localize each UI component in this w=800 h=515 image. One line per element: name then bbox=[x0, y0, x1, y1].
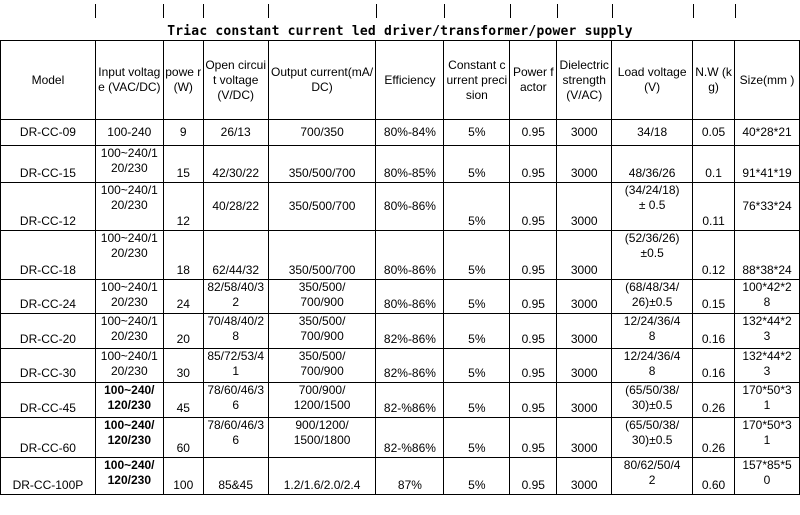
cell-net-weight: 0.15 bbox=[693, 280, 735, 314]
cell-power-factor: 0.95 bbox=[510, 458, 557, 495]
cell-output-current: 700/350 bbox=[268, 120, 376, 146]
cell-load-voltage: 80/62/50/4 2 bbox=[612, 458, 693, 495]
cell-input-voltage: 100~240/ 120/230 bbox=[95, 458, 163, 495]
cell-power: 12 bbox=[163, 183, 203, 231]
cell-open-circuit-voltage: 40/28/22 bbox=[203, 183, 268, 231]
cell-power-factor: 0.95 bbox=[510, 314, 557, 349]
cell-precision: 5% bbox=[444, 383, 510, 418]
cell-net-weight: 0.11 bbox=[693, 183, 735, 231]
cell-net-weight: 0.16 bbox=[693, 349, 735, 383]
cell-output-current: 1.2/1.6/2.0/2.4 bbox=[268, 458, 376, 495]
cell-load-voltage: 48/36/26 bbox=[612, 146, 693, 183]
cell-power-factor: 0.95 bbox=[510, 280, 557, 314]
cell-output-current: 350/500/ 700/900 bbox=[268, 314, 376, 349]
header-size: Size(mm ) bbox=[735, 41, 800, 120]
cell-open-circuit-voltage: 70/48/40/2 8 bbox=[203, 314, 268, 349]
cell-efficiency: 80%-86% bbox=[376, 231, 444, 280]
cell-input-voltage: 100~240/ 120/230 bbox=[95, 383, 163, 418]
cell-size: 100*42*2 8 bbox=[735, 280, 800, 314]
cell-precision: 5% bbox=[444, 183, 510, 231]
cell-output-current: 900/1200/ 1500/1800 bbox=[268, 418, 376, 458]
cell-open-circuit-voltage: 82/58/40/3 2 bbox=[203, 280, 268, 314]
cell-power: 30 bbox=[163, 349, 203, 383]
cell-model: DR-CC-09 bbox=[1, 120, 96, 146]
header-power: powe r(W) bbox=[163, 41, 203, 120]
cell-open-circuit-voltage: 78/60/46/3 6 bbox=[203, 418, 268, 458]
table-row bbox=[1, 183, 800, 231]
spec-table bbox=[0, 40, 800, 495]
cell-load-voltage: (65/50/38/ 30)±0.5 bbox=[612, 418, 693, 458]
cell-power: 9 bbox=[163, 120, 203, 146]
cell-size: 170*50*3 1 bbox=[735, 383, 800, 418]
header-dielectric-strength: Dielectric strength (V/AC) bbox=[557, 41, 612, 120]
header-power-factor: Power factor bbox=[510, 41, 557, 120]
cell-input-voltage: 100~240/1 20/230 bbox=[95, 231, 163, 280]
table-row bbox=[1, 418, 800, 458]
cell-power-factor: 0.95 bbox=[510, 383, 557, 418]
cell-open-circuit-voltage: 62/44/32 bbox=[203, 231, 268, 280]
cell-efficiency: 80%-86% bbox=[376, 280, 444, 314]
cell-open-circuit-voltage: 78/60/46/3 6 bbox=[203, 383, 268, 418]
cell-open-circuit-voltage: 85/72/53/4 1 bbox=[203, 349, 268, 383]
cell-open-circuit-voltage: 26/13 bbox=[203, 120, 268, 146]
cell-load-voltage: 12/24/36/4 8 bbox=[612, 349, 693, 383]
cell-net-weight: 0.05 bbox=[693, 120, 735, 146]
cell-precision: 5% bbox=[444, 146, 510, 183]
cell-power-factor: 0.95 bbox=[510, 418, 557, 458]
cell-output-current: 350/500/ 700/900 bbox=[268, 349, 376, 383]
cell-power: 60 bbox=[163, 418, 203, 458]
cell-input-voltage: 100~240/ 120/230 bbox=[95, 418, 163, 458]
table-row bbox=[1, 120, 800, 146]
cell-dielectric-strength: 3000 bbox=[557, 458, 612, 495]
cell-input-voltage: 100~240/1 20/230 bbox=[95, 314, 163, 349]
header-model: Model bbox=[1, 41, 96, 120]
cell-size: 88*38*24 bbox=[735, 231, 800, 280]
cell-dielectric-strength: 3000 bbox=[557, 314, 612, 349]
cell-model: DR-CC-24 bbox=[1, 280, 96, 314]
cell-model: DR-CC-12 bbox=[1, 183, 96, 231]
cell-load-voltage: (65/50/38/ 30)±0.5 bbox=[612, 383, 693, 418]
cell-input-voltage: 100-240 bbox=[95, 120, 163, 146]
cell-output-current: 350/500/700 bbox=[268, 231, 376, 280]
cell-efficiency: 80%-86% bbox=[376, 183, 444, 231]
cell-dielectric-strength: 3000 bbox=[557, 383, 612, 418]
cell-load-voltage: 12/24/36/4 8 bbox=[612, 314, 693, 349]
cell-precision: 5% bbox=[444, 314, 510, 349]
header-open-circuit-voltage: Open circuit voltage (V/DC) bbox=[203, 41, 268, 120]
cell-power: 20 bbox=[163, 314, 203, 349]
cell-model: DR-CC-20 bbox=[1, 314, 96, 349]
table-row bbox=[1, 280, 800, 314]
table-row bbox=[1, 349, 800, 383]
cell-net-weight: 0.26 bbox=[693, 418, 735, 458]
cell-power-factor: 0.95 bbox=[510, 183, 557, 231]
cell-output-current: 350/500/ 700/900 bbox=[268, 280, 376, 314]
cell-open-circuit-voltage: 85&45 bbox=[203, 458, 268, 495]
cell-precision: 5% bbox=[444, 120, 510, 146]
header-load-voltage: Load voltage (V) bbox=[612, 41, 693, 120]
table-row bbox=[1, 146, 800, 183]
cell-dielectric-strength: 3000 bbox=[557, 183, 612, 231]
cell-power: 24 bbox=[163, 280, 203, 314]
cell-precision: 5% bbox=[444, 280, 510, 314]
header-constant-current-precision: Constant current precision bbox=[444, 41, 510, 120]
cell-size: 157*85*5 0 bbox=[735, 458, 800, 495]
cell-precision: 5% bbox=[444, 418, 510, 458]
cell-dielectric-strength: 3000 bbox=[557, 120, 612, 146]
cell-efficiency: 87% bbox=[376, 458, 444, 495]
cell-power: 100 bbox=[163, 458, 203, 495]
cell-model: DR-CC-15 bbox=[1, 146, 96, 183]
cell-precision: 5% bbox=[444, 458, 510, 495]
cell-efficiency: 82-%86% bbox=[376, 383, 444, 418]
cell-input-voltage: 100~240/1 20/230 bbox=[95, 183, 163, 231]
cell-net-weight: 0.16 bbox=[693, 314, 735, 349]
table-title: Triac constant current led driver/transformer/power supply bbox=[167, 24, 633, 39]
cell-output-current: 700/900/ 1200/1500 bbox=[268, 383, 376, 418]
cell-dielectric-strength: 3000 bbox=[557, 231, 612, 280]
table-row bbox=[1, 383, 800, 418]
cell-load-voltage: 34/18 bbox=[612, 120, 693, 146]
cell-model: DR-CC-18 bbox=[1, 231, 96, 280]
cell-net-weight: 0.60 bbox=[693, 458, 735, 495]
cell-size: 91*41*19 bbox=[735, 146, 800, 183]
cell-power: 45 bbox=[163, 383, 203, 418]
cell-efficiency: 82-%86% bbox=[376, 418, 444, 458]
cell-efficiency: 80%-84% bbox=[376, 120, 444, 146]
cell-input-voltage: 100~240/1 20/230 bbox=[95, 280, 163, 314]
cell-power: 15 bbox=[163, 146, 203, 183]
header-efficiency: Efficiency bbox=[376, 41, 444, 120]
cell-load-voltage: (52/36/26) ±0.5 bbox=[612, 231, 693, 280]
cell-net-weight: 0.26 bbox=[693, 383, 735, 418]
cell-dielectric-strength: 3000 bbox=[557, 280, 612, 314]
cell-open-circuit-voltage: 42/30/22 bbox=[203, 146, 268, 183]
cell-output-current: 350/500/700 bbox=[268, 146, 376, 183]
cell-size: 40*28*21 bbox=[735, 120, 800, 146]
cell-power-factor: 0.95 bbox=[510, 146, 557, 183]
cell-power: 18 bbox=[163, 231, 203, 280]
table-header-row bbox=[1, 41, 800, 120]
cell-dielectric-strength: 3000 bbox=[557, 418, 612, 458]
cell-size: 76*33*24 bbox=[735, 183, 800, 231]
cell-efficiency: 80%-85% bbox=[376, 146, 444, 183]
header-input-voltage: Input voltage (VAC/DC) bbox=[95, 41, 163, 120]
cell-size: 170*50*3 1 bbox=[735, 418, 800, 458]
cell-power-factor: 0.95 bbox=[510, 231, 557, 280]
cell-dielectric-strength: 3000 bbox=[557, 349, 612, 383]
cell-model: DR-CC-30 bbox=[1, 349, 96, 383]
header-output-current: Output current(mA/DC) bbox=[268, 41, 376, 120]
table-row bbox=[1, 231, 800, 280]
cell-size: 132*44*2 3 bbox=[735, 314, 800, 349]
cell-power-factor: 0.95 bbox=[510, 349, 557, 383]
cell-input-voltage: 100~240/1 20/230 bbox=[95, 146, 163, 183]
table-row bbox=[1, 458, 800, 495]
cell-load-voltage: (34/24/18) ± 0.5 bbox=[612, 183, 693, 231]
cell-efficiency: 82%-86% bbox=[376, 349, 444, 383]
cell-net-weight: 0.1 bbox=[693, 146, 735, 183]
header-net-weight: N.W (kg) bbox=[693, 41, 735, 120]
cell-size: 132*44*2 3 bbox=[735, 349, 800, 383]
cell-model: DR-CC-100P bbox=[1, 458, 96, 495]
cell-model: DR-CC-60 bbox=[1, 418, 96, 458]
top-edge-lines bbox=[0, 4, 800, 18]
cell-load-voltage: (68/48/34/ 26)±0.5 bbox=[612, 280, 693, 314]
cell-input-voltage: 100~240/1 20/230 bbox=[95, 349, 163, 383]
cell-efficiency: 82%-86% bbox=[376, 314, 444, 349]
cell-net-weight: 0.12 bbox=[693, 231, 735, 280]
cell-precision: 5% bbox=[444, 231, 510, 280]
cell-dielectric-strength: 3000 bbox=[557, 146, 612, 183]
cell-power-factor: 0.95 bbox=[510, 120, 557, 146]
cell-model: DR-CC-45 bbox=[1, 383, 96, 418]
cell-output-current: 350/500/700 bbox=[268, 183, 376, 231]
cell-precision: 5% bbox=[444, 349, 510, 383]
table-row bbox=[1, 314, 800, 349]
